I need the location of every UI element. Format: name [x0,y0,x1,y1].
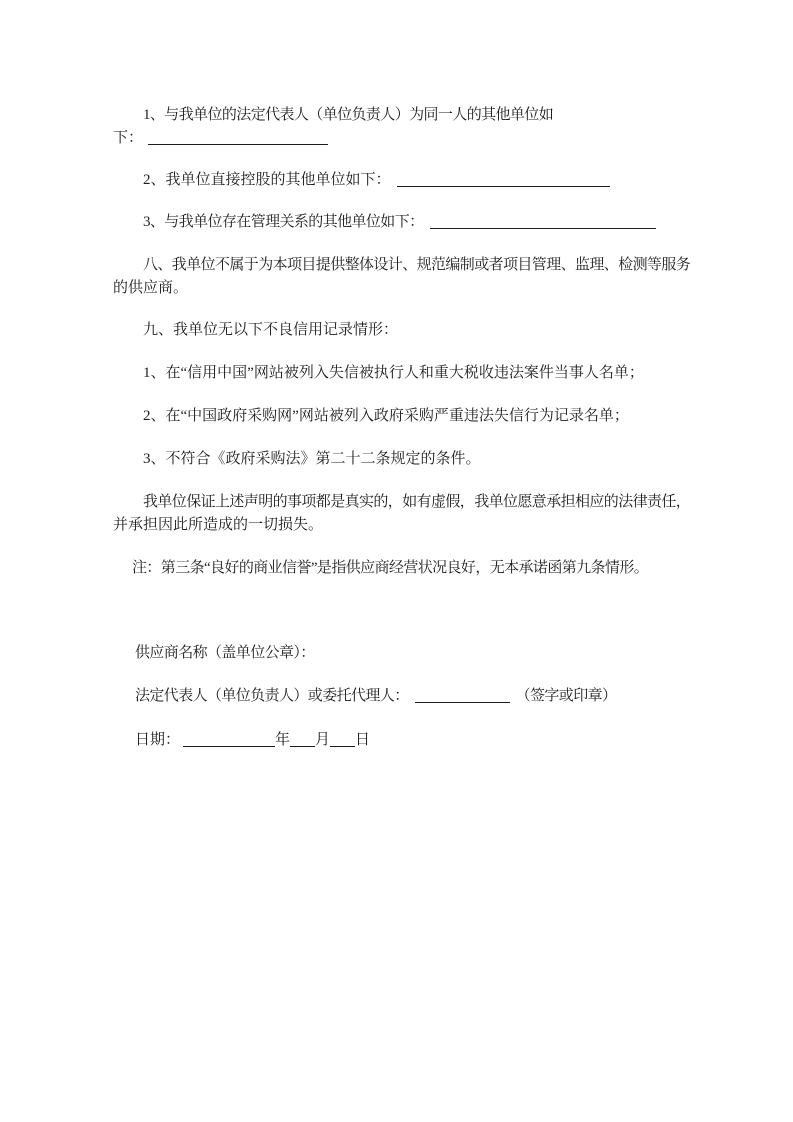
text-run: 月 [315,732,331,748]
text-run: 供应商名称（盖单位公章）： [135,645,315,661]
document-line [132,558,648,578]
document-line [143,363,644,383]
document-line [143,492,690,512]
fill-in-blank-line [415,700,510,703]
text-run: 3、不符合《政府采购法》第二十二条规定的条件。 [143,451,481,467]
document-line [143,320,398,340]
document-line [113,128,328,148]
fill-in-blank-line [148,142,328,145]
text-run: 并承担因此所造成的一切损失。 [113,517,324,533]
text-run: 九、我单位无以下不良信用记录情形： [143,322,399,338]
document-line [143,255,690,275]
document-line [143,212,656,232]
text-run: 下： [113,130,144,146]
document-line [143,449,481,469]
text-run: 八、我单位不属于为本项目提供整体设计、规范编制或者项目管理、监理、检测等服务 [143,257,691,273]
text-run: 2、我单位直接控股的其他单位如下： [143,172,391,188]
document-line [135,686,616,706]
text-run: 的供应商。 [113,280,189,296]
document-line [135,730,370,750]
text-run: 年 [275,732,291,748]
fill-in-blank-line [330,744,355,747]
text-run: 我单位保证上述声明的事项都是真实的，如有虚假，我单位愿意承担相应的法律责任， [143,494,691,510]
document-line [113,278,188,298]
fill-in-blank-line [290,744,315,747]
document-line [143,170,610,190]
text-run: 1、在“信用中国”网站被列入失信被执行人和重大税收违法案件当事人名单； [143,365,644,381]
fill-in-blank-line [430,226,656,229]
text-run: 注：第三条“良好的商业信誉”是指供应商经营状况良好，无本承诺函第九条情形。 [132,560,649,576]
text-run: 日 [355,732,371,748]
text-run: 法定代表人（单位负责人）或委托代理人： [135,688,409,704]
document-line [143,406,629,426]
text-run: 3、与我单位存在管理关系的其他单位如下： [143,214,424,230]
text-run: （签字或印章） [515,688,617,704]
fill-in-blank-line [183,744,275,747]
text-run: 1、与我单位的法定代表人（单位负责人）为同一人的其他单位如 [143,107,554,123]
fill-in-blank-line [397,184,610,187]
text-run: 2、在“中国政府采购网”网站被列入政府采购严重违法失信行为记录名单； [143,408,629,424]
text-run: 日期： [135,732,181,748]
document-line [135,643,315,663]
document-line [113,515,323,535]
document-line [143,105,553,125]
